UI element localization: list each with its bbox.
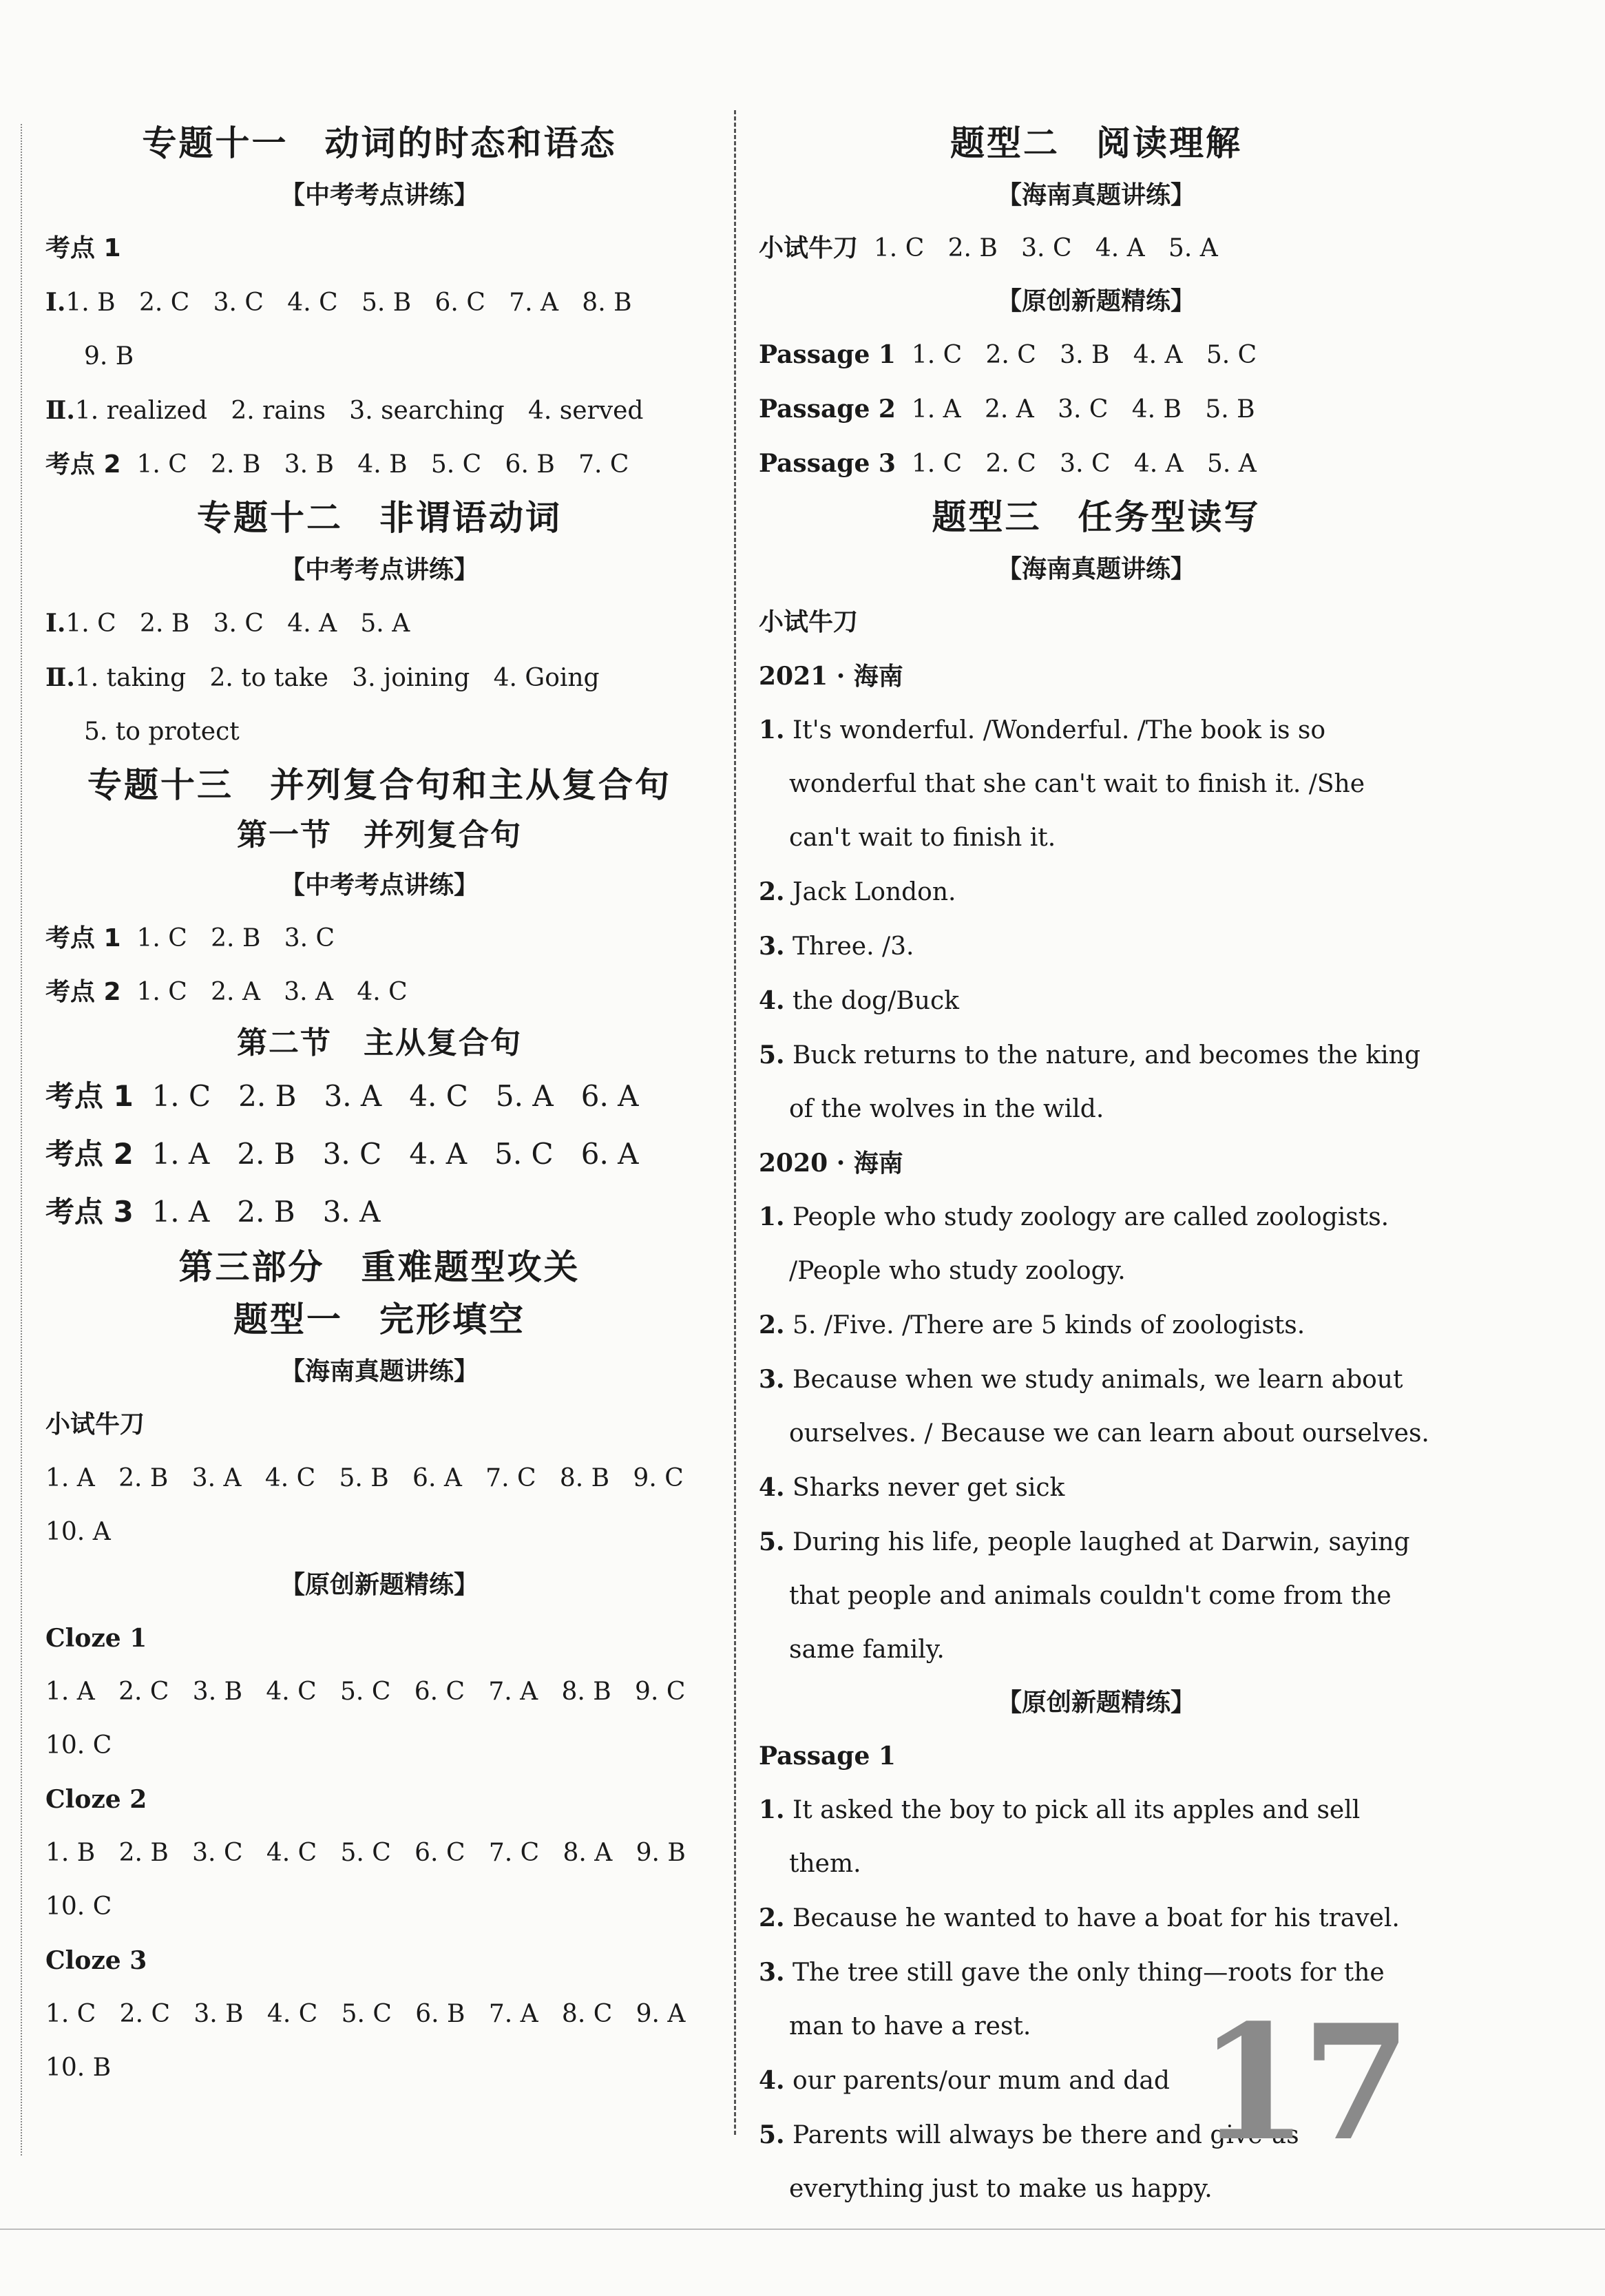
answer-list: 1. C 2. B 3. B 4. B 5. C 6. B 7. C xyxy=(136,450,629,479)
item-number: 3. xyxy=(759,932,785,961)
item-text: It asked the boy to pick all its apples and sell them. xyxy=(789,1796,1361,1878)
passage-1-label: Passage 1 xyxy=(759,1742,896,1771)
answer-item xyxy=(759,1461,1434,1515)
year-2021-label: 2021 · 海南 xyxy=(759,662,903,691)
type-1-subtitle-original: 【原创新题精练】 xyxy=(280,1571,479,1599)
topic-11-part-II xyxy=(45,384,713,438)
kp-label: 考点 3 xyxy=(45,1195,134,1229)
cloze-2-answers: 1. B 2. B 3. C 4. C 5. C 6. C 7. C 8. A 9. B xyxy=(45,1839,686,1867)
topic-13-s2-kp1 xyxy=(45,1067,713,1125)
practice-label: 小试牛刀 xyxy=(759,234,859,262)
year-2020-label: 2020 · 海南 xyxy=(759,1149,903,1178)
topic-13-section-1-title: 第一节 并列复合句 xyxy=(237,817,522,853)
item-text: People who study zoology are called zoologists. /People who study zoology. xyxy=(789,1203,1389,1285)
answer-item xyxy=(759,1783,1434,1891)
type-1-title: 题型一 完形填空 xyxy=(233,1300,525,1339)
answer-item xyxy=(759,703,1434,865)
item-number: 1. xyxy=(759,716,785,744)
answer-list: 1. C 2. A 3. A 4. C xyxy=(136,978,408,1006)
answer-list: 1. C 2. C 3. B 4. A 5. C xyxy=(911,341,1257,369)
cloze-3-label: Cloze 3 xyxy=(45,1946,147,1975)
answer-list: 1. A 2. A 3. C 4. B 5. B xyxy=(911,395,1255,424)
type-2-title: 题型二 阅读理解 xyxy=(950,123,1242,163)
column-divider xyxy=(734,110,736,2135)
topic-13-section-1-subtitle: 【中考考点讲练】 xyxy=(280,871,479,899)
kp-label: 考点 2 xyxy=(45,978,121,1006)
right-column xyxy=(759,117,1434,2216)
topic-11-part-I-cont: 9. B xyxy=(84,342,134,371)
item-number: 5. xyxy=(759,1527,785,1556)
item-text: Sharks never get sick xyxy=(793,1474,1065,1502)
answer-list: 1. C 2. B 3. C 4. A 5. A xyxy=(873,234,1218,262)
topic-13-s2-kp3 xyxy=(45,1183,713,1241)
item-number: 4. xyxy=(759,2066,785,2095)
left-column xyxy=(45,117,713,2095)
answer-list: 1. A 2. B 3. C 4. A 5. C 6. A xyxy=(151,1137,639,1171)
type-3-practice-label: 小试牛刀 xyxy=(759,608,859,636)
topic-12-part-I xyxy=(45,596,713,651)
answer-item xyxy=(759,865,1434,919)
passage-label: Passage 3 xyxy=(759,449,896,478)
topic-13-s2-kp2 xyxy=(45,1125,713,1183)
answer-item xyxy=(759,1353,1434,1461)
answer-item xyxy=(759,1515,1434,1677)
item-text: Buck returns to the nature, and becomes the king of the wolves in the wild. xyxy=(789,1041,1420,1123)
item-number: 5. xyxy=(759,2120,785,2149)
type-2-subtitle-hainan: 【海南真题讲练】 xyxy=(996,181,1195,209)
item-text: Parents will always be there and give us everything just to make us happy. xyxy=(789,2121,1299,2203)
topic-13-s1-kp2 xyxy=(45,966,713,1019)
answers-2020 xyxy=(759,1190,1434,1677)
item-number: 5. xyxy=(759,1041,785,1069)
topic-12-subtitle: 【中考考点讲练】 xyxy=(280,556,479,584)
topic-13-s1-kp1 xyxy=(45,912,713,966)
answer-list: 1. taking 2. to take 3. joining 4. Going xyxy=(74,664,600,692)
cloze-3-cont: 10. B xyxy=(45,2054,112,2082)
page-number: 17 xyxy=(1198,1990,1405,2176)
passage-2-row xyxy=(759,382,1434,437)
answer-list: 1. A 2. B 3. A xyxy=(151,1195,381,1229)
answer-item xyxy=(759,1190,1434,1298)
cloze-1-label: Cloze 1 xyxy=(45,1624,147,1653)
item-text: the dog/Buck xyxy=(793,987,959,1015)
cloze-2-cont: 10. C xyxy=(45,1892,112,1921)
topic-11-part-I xyxy=(45,275,713,330)
part-3-title: 第三部分 重难题型攻关 xyxy=(178,1247,580,1287)
roman-label: Ⅰ. xyxy=(45,609,66,638)
bottom-rule xyxy=(0,2229,1605,2230)
type-2-practice xyxy=(759,222,1434,275)
item-text: 5. /Five. /There are 5 kinds of zoologists. xyxy=(793,1311,1305,1339)
answer-list: 1. C 2. B 3. C 4. A 5. A xyxy=(65,609,410,638)
cloze-3-answers: 1. C 2. C 3. B 4. C 5. C 6. B 7. A 8. C 9. A xyxy=(45,2000,686,2028)
item-number: 3. xyxy=(759,1958,785,1987)
kp-label: 考点 1 xyxy=(45,924,121,952)
passage-1-row xyxy=(759,328,1434,382)
roman-label: Ⅱ. xyxy=(45,396,75,425)
answer-item xyxy=(759,1891,1434,1945)
item-number: 3. xyxy=(759,1365,785,1394)
item-number: 2. xyxy=(759,1903,785,1932)
cloze-1-answers: 1. A 2. C 3. B 4. C 5. C 6. C 7. A 8. B 9. C xyxy=(45,1678,686,1706)
item-text: Jack London. xyxy=(793,878,956,906)
answer-item xyxy=(759,919,1434,974)
topic-13-section-2-title: 第二节 主从复合句 xyxy=(237,1025,522,1061)
type-1-practice-answers: 1. A 2. B 3. A 4. C 5. B 6. A 7. C 8. B 9. C xyxy=(45,1464,684,1492)
answer-list: 1. C 2. B 3. A 4. C 5. A 6. A xyxy=(151,1079,639,1113)
kp-label: 考点 1 xyxy=(45,1079,134,1113)
item-number: 4. xyxy=(759,1473,785,1502)
cloze-2-label: Cloze 2 xyxy=(45,1785,147,1814)
item-text: Because when we study animals, we learn about ourselves. / Because we can learn about ourselves. xyxy=(789,1366,1429,1448)
passage-3-row xyxy=(759,437,1434,491)
type-3-title: 题型三 任务型读写 xyxy=(932,497,1261,537)
item-number: 1. xyxy=(759,1795,785,1824)
topic-12-part-II xyxy=(45,651,713,705)
answer-list: 1. realized 2. rains 3. searching 4. served xyxy=(74,397,644,425)
topic-11-kp1-label: 考点 1 xyxy=(45,234,121,262)
answer-list: 1. C 2. B 3. C xyxy=(136,924,335,952)
answer-item xyxy=(759,974,1434,1028)
item-text: our parents/our mum and dad xyxy=(793,2067,1170,2095)
answer-list: 1. C 2. C 3. C 4. A 5. A xyxy=(911,450,1257,478)
cloze-1-cont: 10. C xyxy=(45,1731,112,1760)
kp-label: 考点 2 xyxy=(45,450,121,479)
item-number: 4. xyxy=(759,986,785,1015)
item-text: The tree still gave the only thing—roots for the man to have a rest. xyxy=(789,1959,1385,2041)
roman-label: Ⅰ. xyxy=(45,288,66,317)
passage-label: Passage 1 xyxy=(759,340,896,369)
item-number: 1. xyxy=(759,1202,785,1231)
answer-item xyxy=(759,1298,1434,1353)
topic-11-subtitle: 【中考考点讲练】 xyxy=(280,181,479,209)
passage-label: Passage 2 xyxy=(759,395,896,424)
type-3-subtitle-original: 【原创新题精练】 xyxy=(996,1689,1195,1717)
topic-13-title: 专题十三 并列复合句和主从复合句 xyxy=(87,765,671,805)
topic-12-part-II-cont: 5. to protect xyxy=(84,718,240,746)
answer-list: 1. B 2. C 3. C 4. C 5. B 6. C 7. A 8. B xyxy=(65,289,632,317)
item-text: Because he wanted to have a boat for his travel. xyxy=(793,1904,1400,1932)
topic-12-title: 专题十二 非谓语动词 xyxy=(197,498,562,538)
topic-11-title: 专题十一 动词的时态和语态 xyxy=(142,123,617,163)
kp-label: 考点 2 xyxy=(45,1137,134,1171)
type-3-subtitle-hainan: 【海南真题讲练】 xyxy=(996,555,1195,583)
type-2-subtitle-original: 【原创新题精练】 xyxy=(996,287,1195,315)
item-text: Three. /3. xyxy=(793,932,914,961)
type-1-subtitle-hainan: 【海南真题讲练】 xyxy=(280,1357,479,1386)
left-margin-dots xyxy=(21,124,22,2156)
item-text: It's wonderful. /Wonderful. /The book is so wonderful that she can't wait to finish it. /She can't wait to finish it. xyxy=(789,716,1365,852)
type-1-practice-cont: 10. A xyxy=(45,1518,111,1546)
topic-11-kp2 xyxy=(45,438,713,492)
item-number: 2. xyxy=(759,877,785,906)
type-1-practice-label: 小试牛刀 xyxy=(45,1410,145,1439)
item-text: During his life, people laughed at Darwin, saying that people and animals couldn't come from the same family. xyxy=(789,1528,1410,1664)
answer-item xyxy=(759,1028,1434,1136)
item-number: 2. xyxy=(759,1311,785,1339)
answers-2021 xyxy=(759,703,1434,1136)
roman-label: Ⅱ. xyxy=(45,663,75,692)
